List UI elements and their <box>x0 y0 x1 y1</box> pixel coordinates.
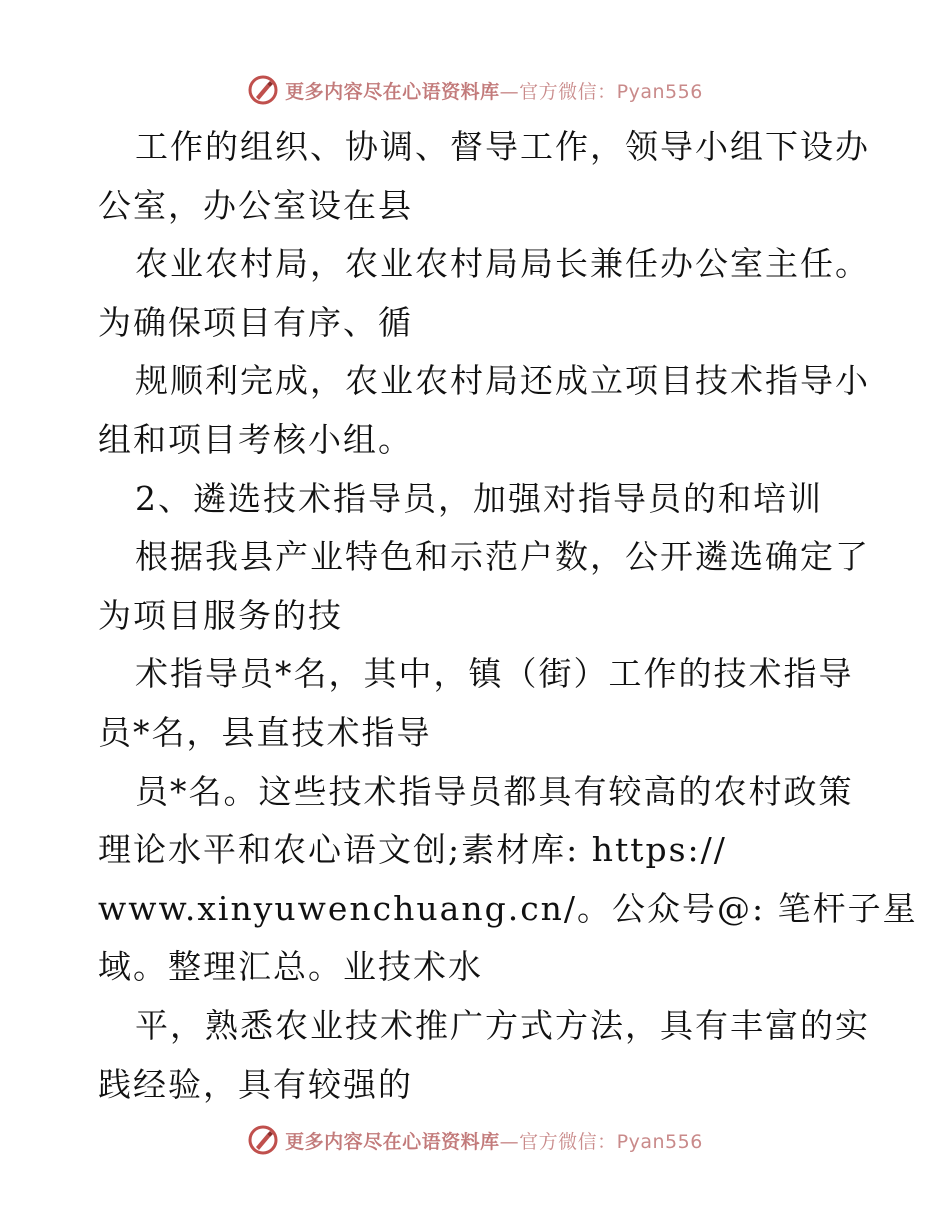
pen-circle-logo-icon <box>247 1124 279 1156</box>
watermark-separator: — <box>499 80 520 103</box>
text-line: 规顺利完成，农业农村局还成立项目技术指导小 <box>135 361 870 401</box>
text-line: 组和项目考核小组。 <box>98 419 413 459</box>
text-line: 平，熟悉农业技术推广方式方法，具有丰富的实 <box>135 1005 870 1045</box>
watermark-brand: 更多内容尽在心语资料库 <box>285 1130 500 1153</box>
text-line: 为确保项目有序、循 <box>98 302 413 342</box>
section-heading: 2、遴选技术指导员，加强对指导员的和培训 <box>135 478 823 518</box>
text-line: 术指导员*名，其中，镇（街）工作的技术指导 <box>135 654 854 694</box>
watermark-contact: 官方微信：Pyan556 <box>519 1130 703 1153</box>
text-line: 农业农村局，农业农村局局长兼任办公室主任。 <box>135 244 870 284</box>
text-line: www.xinyuwenchuang.cn/。公众号@: 笔杆子星 <box>98 888 918 928</box>
text-line: 员*名。这些技术指导员都具有较高的农村政策 <box>135 771 854 811</box>
watermark-separator: — <box>499 1130 520 1153</box>
watermark-brand: 更多内容尽在心语资料库 <box>285 80 500 103</box>
header-watermark <box>0 70 950 110</box>
text-line: 域。整理汇总。业技术水 <box>98 947 483 987</box>
document-body <box>98 118 918 1114</box>
footer-watermark <box>0 1120 950 1160</box>
pen-circle-logo-icon <box>247 74 279 106</box>
text-line: 公室，办公室设在县 <box>98 185 413 225</box>
watermark-text <box>285 1127 703 1154</box>
text-line: 员*名，县直技术指导 <box>98 712 432 752</box>
watermark-contact: 官方微信：Pyan556 <box>519 80 703 103</box>
text-line: 理论水平和农心语文创;素材库: https:// <box>98 830 727 870</box>
text-line: 工作的组织、协调、督导工作，领导小组下设办 <box>135 127 870 166</box>
text-line: 为项目服务的技 <box>98 595 343 635</box>
text-line: 践经验，具有较强的 <box>98 1064 413 1104</box>
watermark-text <box>285 77 703 104</box>
text-line: 根据我县产业特色和示范户数，公开遴选确定了 <box>135 537 870 577</box>
